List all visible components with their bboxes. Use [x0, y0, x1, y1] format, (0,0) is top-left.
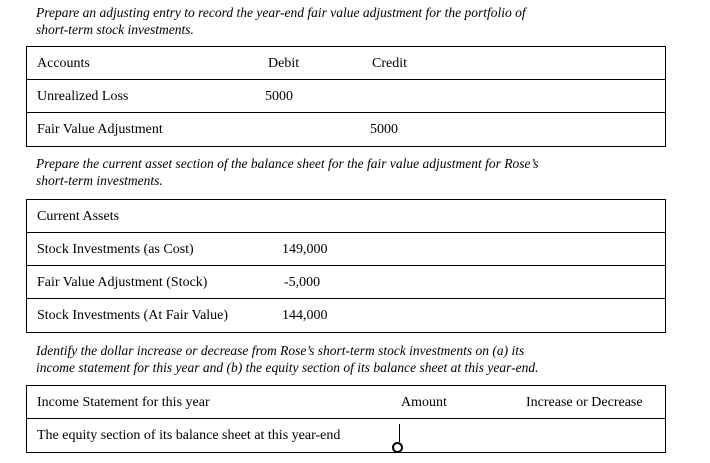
adjusting-entry-table — [26, 46, 666, 147]
table-row[interactable] — [27, 233, 665, 266]
text-cursor-line[interactable] — [399, 424, 400, 442]
accounts-header: Accounts — [37, 56, 90, 71]
drag-handle-icon[interactable] — [392, 442, 403, 453]
account-cell[interactable]: Fair Value Adjustment — [37, 122, 163, 137]
table-row[interactable] — [27, 299, 665, 332]
amount-header: Amount — [401, 395, 447, 410]
current-assets-header: Current Assets — [37, 209, 120, 224]
table-header-row — [27, 200, 665, 233]
table-header-row — [27, 386, 665, 419]
dollar-change-table — [26, 385, 666, 453]
change-header: Increase or Decrease — [526, 395, 643, 410]
asset-value-cell[interactable]: 149,000 — [282, 242, 328, 257]
table-header-row — [27, 47, 665, 80]
table-row[interactable] — [27, 266, 665, 299]
instruction-3-line-2: income statement for this year and (b) the equity section of its balance sheet at this year-end. — [36, 360, 539, 375]
asset-value-cell[interactable]: 144,000 — [282, 308, 328, 323]
item-cell[interactable]: The equity section of its balance sheet at this year-end — [37, 428, 341, 443]
credit-cell[interactable]: 5000 — [370, 122, 398, 137]
instruction-3-line-1: Identify the dollar increase or decrease from Rose’s short-term stock investments on (a) its — [36, 343, 525, 358]
debit-cell[interactable]: 5000 — [265, 89, 293, 104]
account-cell[interactable]: Unrealized Loss — [37, 89, 129, 104]
table-row[interactable] — [27, 113, 665, 146]
instruction-2-line-1: Prepare the current asset section of the balance sheet for the fair value adjustment for Rose’s — [36, 156, 539, 171]
instruction-1-line-2: short-term stock investments. — [36, 22, 194, 37]
debit-header: Debit — [268, 56, 300, 71]
current-assets-table — [26, 199, 666, 333]
credit-header: Credit — [372, 56, 407, 71]
asset-label-cell[interactable]: Fair Value Adjustment (Stock) — [37, 275, 208, 290]
item-header: Income Statement for this year — [37, 395, 210, 410]
table-row[interactable] — [27, 80, 665, 113]
asset-label-cell[interactable]: Stock Investments (as Cost) — [37, 242, 194, 257]
asset-value-cell[interactable]: -5,000 — [284, 275, 321, 290]
asset-label-cell[interactable]: Stock Investments (At Fair Value) — [37, 308, 229, 323]
instruction-2-line-2: short-term investments. — [36, 173, 163, 188]
instruction-1-line-1: Prepare an adjusting entry to record the year-end fair value adjustment for the portfolio of — [36, 5, 526, 20]
table-row[interactable] — [27, 419, 665, 452]
